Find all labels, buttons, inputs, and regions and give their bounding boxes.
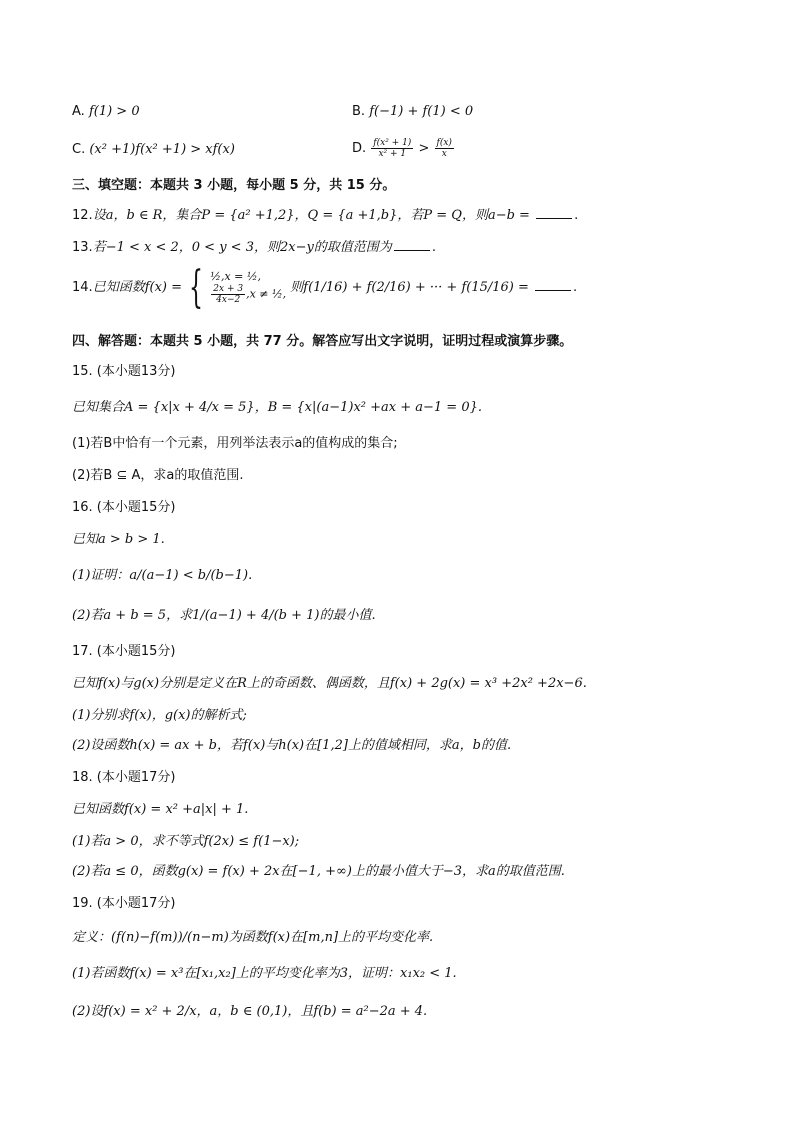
case-brace: { — [189, 261, 204, 313]
question-18-heading: 18. (本小题17分) — [72, 770, 176, 785]
piecewise-cases: ½,x = ½, $\frac{2x + 3}{4x-2}$ ,x ≠ ½, — [210, 270, 287, 305]
option-c: C. (x² +1)f(x² +1) > xf(x) — [72, 142, 235, 157]
question-12: 12.设a，b ∈ R，集合P = {a² +1,2}，Q = {a +1,b}，若P = Q，则a−b = . — [72, 208, 579, 223]
question-17-part-2: (2)设函数h(x) = ax + b，若f(x)与h(x)在[1,2]上的值域相同，求a，b的值. — [72, 738, 512, 753]
option-a: A. f(1) > 0 — [72, 104, 140, 119]
answer-blank — [394, 238, 430, 251]
question-18-part-1: (1)若a > 0，求不等式f(2x) ≤ f(1−x); — [72, 834, 300, 849]
question-14: 14.已知函数f(x) = { ½,x = ½, $\frac{2x + 3}{4x-2}$ ,x ≠ ½, 则f(1/16) + f(2/16) + ··· + f(15/16) = . — [72, 261, 578, 313]
section-3-title: 三、填空题：本题共 3 小题，每小题 5 分，共 15 分。 — [72, 178, 396, 193]
option-d-left-fraction: $\frac{\text{f(x² + 1)}}{\text{x² + 1}}$ — [373, 138, 412, 159]
question-18-stem: 已知函数f(x) = x² +a|x| + 1. — [72, 802, 249, 817]
question-17-part-1: (1)分别求f(x)，g(x)的解析式; — [72, 708, 247, 723]
option-a-expr: f(1) > 0 — [88, 104, 140, 119]
question-15-heading: 15. (本小题13分) — [72, 364, 176, 379]
question-13: 13.若−1 < x < 2，0 < y < 3，则2x−y的取值范围为 . — [72, 240, 436, 255]
question-19-stem: 定义：(f(n)−f(m))/(n−m)为函数f(x)在[m,n]上的平均变化率. — [72, 930, 434, 945]
question-18-part-2: (2)若a ≤ 0，函数g(x) = f(x) + 2x在[−1, +∞)上的最小值大于−3，求a的取值范围. — [72, 864, 565, 879]
option-c-expr: (x² +1)f(x² +1) > xf(x) — [89, 142, 235, 157]
question-19-heading: 19. (本小题17分) — [72, 896, 176, 911]
option-b-expr: f(−1) + f(1) < 0 — [369, 104, 474, 119]
answer-blank — [536, 206, 572, 219]
question-16-heading: 16. (本小题15分) — [72, 500, 176, 515]
question-19-part-2: (2)设f(x) = x² + 2/x，a，b ∈ (0,1)，且f(b) = a²−2a + 4. — [72, 1004, 428, 1019]
question-15-part-1: (1)若B中恰有一个元素，用列举法表示a的值构成的集合; — [72, 436, 398, 451]
question-16-part-1: (1)证明：a/(a−1) < b/(b−1). — [72, 568, 253, 583]
question-17-stem: 已知f(x)与g(x)分别是定义在R上的奇函数、偶函数，且f(x) + 2g(x) = x³ +2x² +2x−6. — [72, 676, 587, 691]
answer-blank — [535, 278, 571, 291]
question-15-part-2: (2)若B ⊆ A，求a的取值范围. — [72, 468, 244, 483]
question-16-stem: 已知a > b > 1. — [72, 532, 165, 547]
question-15-stem: 已知集合A = {x|x + 4/x = 5}，B = {x|(a−1)x² +ax + a−1 = 0}. — [72, 400, 483, 415]
section-4-title: 四、解答题：本题共 5 小题，共 77 分。解答应写出文字说明，证明过程或演算步骤。 — [72, 334, 573, 349]
option-d: D. $\frac{\text{f(x² + 1)}}{\text{x² + 1}}$ > $\frac{f(x)}{x}$ — [352, 138, 452, 159]
option-b: B. f(−1) + f(1) < 0 — [352, 104, 474, 119]
option-d-right-fraction: $\frac{f(x)}{x}$ — [436, 138, 452, 159]
question-17-heading: 17. (本小题15分) — [72, 644, 176, 659]
question-19-part-1: (1)若函数f(x) = x³在[x₁,x₂]上的平均变化率为3，证明：x₁x₂ < 1. — [72, 966, 457, 981]
question-16-part-2: (2)若a + b = 5，求1/(a−1) + 4/(b + 1)的最小值. — [72, 608, 376, 623]
